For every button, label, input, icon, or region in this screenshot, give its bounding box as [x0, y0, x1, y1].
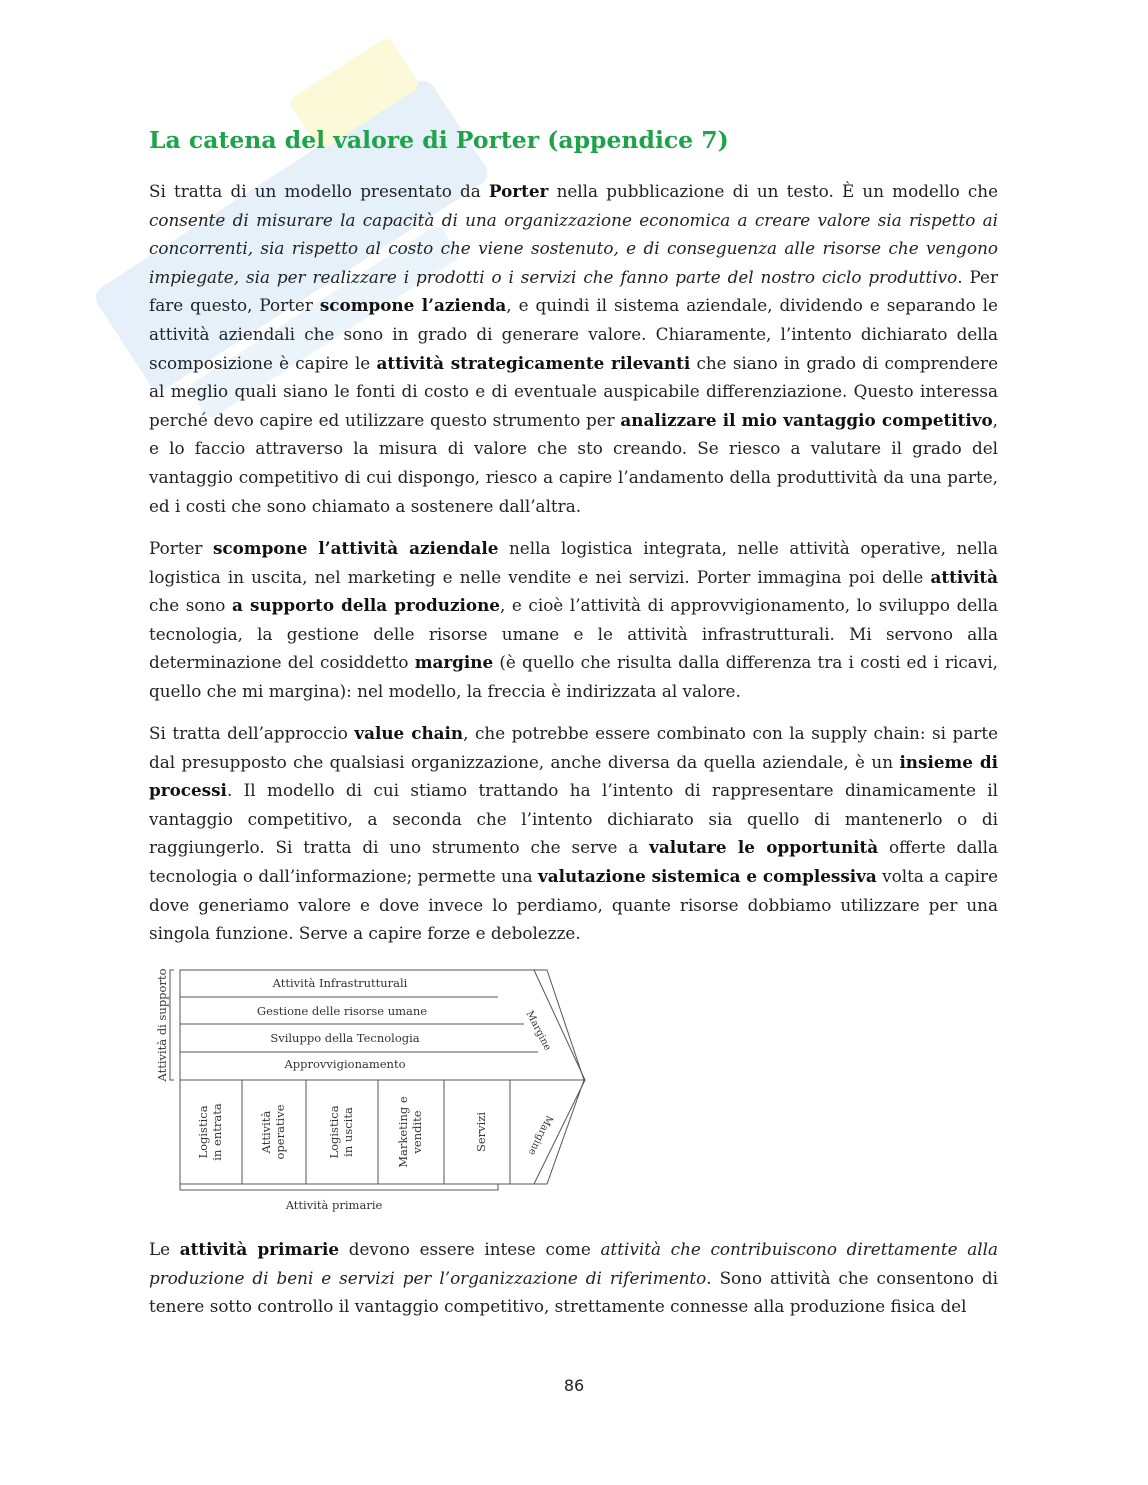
text-run: Si tratta di un modello presentato da [149, 181, 489, 201]
primary-block [180, 1080, 585, 1184]
text-run: (è quello che risulta dalla differenza tra i costi ed i ricavi, quello che mi margina): nel modello, la freccia è indirizzata al valore. [149, 652, 998, 701]
text-run: Le [149, 1239, 180, 1259]
value-chain-diagram [148, 962, 590, 1220]
bold-run: scompone l’azienda [319, 295, 507, 316]
text-run: . Sono attività che consentono di tenere sotto controllo il vantaggio competitivo, strettamente connesse alla produzione fisica del [149, 1267, 998, 1317]
bold-run: attività [930, 566, 998, 587]
text-run: devono essere intese come [339, 1239, 601, 1259]
text-run: . Per fare questo, Porter [149, 266, 998, 316]
text-run: , e cioè l’attività di approvvigionamento, lo sviluppo della tecnologia, la gestione delle risorse umane e le attività infrastrutturali. Mi servono alla determinazione del cosiddetto [149, 595, 998, 673]
primary-col-label: Logistica [327, 1105, 341, 1159]
support-row-label: Gestione delle risorse umane [256, 1004, 428, 1018]
paragraph-4 [149, 1235, 998, 1321]
text-run: offerte dalla tecnologia o dall’informazione; permette una [149, 837, 999, 886]
text-run: nella pubblicazione di un testo. È un modello che [548, 181, 999, 201]
bold-run: Porter [488, 181, 549, 201]
margin-arrow [498, 970, 584, 1184]
text-run: che siano in grado di comprendere al meglio quali siano le fonti di costo e di eventuale auspicabile differenziazione. Questo interessa perché devo capire ed utilizzare questo strumento per [149, 352, 999, 430]
bold-run: valutazione sistemica e complessiva [537, 865, 877, 886]
page-title: La catena del valore di Porter (appendice 7) [149, 126, 729, 154]
support-bracket [170, 970, 174, 1080]
text-run: volta a capire dove generiamo valore e dove invece lo perdiamo, quante risorse dobbiamo utilizzare per una singola funzione. Serve a capire forze e debolezze. [149, 865, 998, 944]
text-run: Si tratta dell’approccio [149, 723, 355, 743]
paragraph-3 [149, 719, 998, 948]
paragraph-1 [149, 177, 998, 520]
support-row-label: Sviluppo della Tecnologia [270, 1031, 420, 1045]
support-label: Attività di supporto [155, 968, 169, 1082]
page-number: 86 [563, 1376, 585, 1395]
bold-run: attività primarie [179, 1239, 339, 1259]
primary-col-label: Servizi [474, 1111, 488, 1153]
bold-run: scompone l’attività aziendale [212, 538, 499, 558]
primary-col-label: Attività [259, 1110, 273, 1154]
text-run: nella logistica integrata, nelle attività operative, nella logistica in uscita, nel marketing e nelle vendite e nei servizi. Porter immagina poi delle [149, 538, 998, 587]
italic-run: attività che contribuiscono direttamente alla produzione di beni e servizi per l’organizzazione di riferimento [149, 1239, 998, 1288]
primary-col-label: operative [273, 1104, 287, 1160]
primary-col-label: vendite [410, 1110, 424, 1154]
bold-run: attività strategicamente rilevanti [376, 352, 691, 373]
italic-run: consente di misurare la capacità di una organizzazione economica a creare valore sia rispetto ai concorrenti, sia rispetto al costo che viene sostenuto, e di conseguenza alle risorse che vengono impiegate, sia per realizzare i prodotti o i servizi che fanno parte del nostro ciclo produttivo [149, 209, 998, 287]
text-run: Porter [149, 538, 213, 558]
margin-label-top: Margine [523, 1009, 553, 1053]
text-run: che sono [149, 595, 232, 616]
bold-run: value chain [354, 723, 464, 743]
primary-label: Attività primarie [285, 1198, 383, 1212]
bold-run: margine [414, 652, 494, 673]
primary-col-label: Logistica [196, 1105, 210, 1159]
support-row-label: Attività Infrastrutturali [272, 976, 408, 990]
paragraph-2 [149, 534, 998, 706]
text-run: . Il modello di cui stiamo trattando ha l’intento di rappresentare dinamicamente il vantaggio competitivo, a seconda che l’intento dichiarato sia quello di mantenerlo o di raggiungerlo. Si tratta di uno strumento che serve a [149, 780, 998, 858]
text-run: , che potrebbe essere combinato con la supply chain: si parte dal presupposto che qualsiasi organizzazione, anche diversa da quella aziendale, è un [149, 723, 998, 772]
primary-col-label: in entrata [210, 1103, 224, 1161]
bold-run: a supporto della produzione [231, 595, 500, 616]
support-row-label: Approvvigionamento [284, 1057, 406, 1071]
primary-col-label: in uscita [341, 1107, 355, 1157]
primary-col-label: Marketing e [396, 1096, 410, 1168]
bold-run: insieme di processi [149, 751, 998, 801]
bold-run: analizzare il mio vantaggio competitivo [620, 409, 993, 430]
text-run: , e quindi il sistema aziendale, dividendo e separando le attività aziendali che sono in grado di generare valore. Chiaramente, l’intento dichiarato della scomposizione è capire le [149, 295, 998, 373]
text-run: , e lo faccio attraverso la misura di valore che sto creando. Se riesco a valutare il grado del vantaggio competitivo di cui dispongo, riesco a capire l’andamento della produttività da una parte, ed i costi che sono chiamato a sostenere dall’altra. [149, 409, 998, 516]
bold-run: valutare le opportunità [649, 837, 879, 858]
margin-label-bottom: Margine [525, 1113, 555, 1157]
primary-bracket [180, 1184, 498, 1190]
